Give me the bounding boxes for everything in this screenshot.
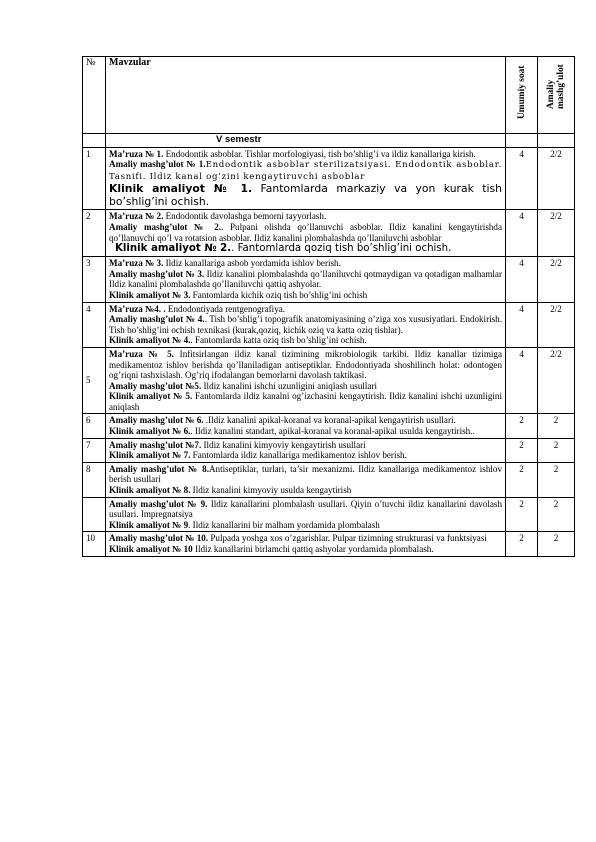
topic-line-text: . Tish bo’shlig’i topografik anatomiyasining o’ziga xos xususiyatlari. Endokirish. Tish bo’shlig’ini ochish texnikasi (kurak,qoziq, kichik oziq va katta oziq tishlar).	[109, 314, 502, 335]
topic-line-heading: Klinik amaliyot № 8.	[109, 485, 191, 496]
topic-line-text: Endodontik asboblar sterilizatsiyasi. Endodontik asboblar. Tasnifi. Ildiz kanal og’zini kengaytiruvchi asboblar	[109, 160, 502, 182]
topic-line-text: . Ildiz kanallarini bir malham yordamida plombalash	[188, 519, 380, 530]
topic-line-heading: Ma’ruza № 5.	[109, 348, 174, 359]
practical-column-header	[538, 57, 575, 134]
topic-line	[109, 520, 502, 531]
topic-line	[109, 243, 502, 255]
practical-hours-value: 2	[538, 414, 575, 438]
topic-line-text: Ildiz kanalini ishchi uzunligini aniqlash usullari	[201, 380, 378, 391]
topic-line-text: Ildiz kanalini plombalashda qo’llaniluvchi qotmaydigan va qotadigan malhamlar Ildiz kanalini plombalashda qo’llaniluvchi qattiq ashyolar.	[109, 268, 502, 290]
row-number: 8	[83, 462, 106, 497]
table-row	[83, 497, 575, 532]
table-row	[83, 532, 575, 556]
row-number	[83, 497, 106, 532]
topic-line-text: . Fantomlarda katta oziq tish bo’shlig’ini ochish.	[190, 335, 367, 346]
practical-hours-value: 2	[538, 462, 575, 497]
topic-line	[109, 415, 502, 426]
topic-line-heading: Amaliy mashg’ulot № 2.	[109, 221, 222, 232]
practical-hours-value: 2/2	[538, 210, 575, 257]
syllabus-table	[82, 56, 575, 557]
topic-line	[109, 314, 502, 335]
topic-line-heading: Klinik amaliyot № 7.	[109, 450, 191, 461]
topic-line-text: Antiseptiklar, turlari, ta’sir mexanizmi. Ildiz kanallariga medikamentoz ishlov berish usullari	[109, 463, 502, 485]
topic-line-text: Endodontik davolashga bemorni tayyorlash.	[163, 211, 327, 222]
topic-line	[109, 426, 502, 437]
semester-empty-cell	[506, 134, 538, 148]
row-topic	[106, 532, 506, 556]
total-hours-value: 2	[506, 497, 538, 532]
total-hours-value: 2	[506, 532, 538, 556]
topic-line	[109, 533, 502, 544]
number-column-header: №	[83, 57, 106, 134]
table-row	[83, 462, 575, 497]
topic-line-text: Ildiz kanalini kimyoviy kengaytirish usullari	[201, 439, 366, 450]
topic-line-text: Fantomlarda kichik oziq tish bo’shlig’ini ochish	[190, 289, 368, 300]
practical-hours-value: 2	[538, 532, 575, 556]
topic-line	[109, 269, 502, 290]
topic-line-text: Ildiz kanallarini plombalash usullari. Qiyin o’tuvchi ildiz kanallarini davolash usullari. Impregnatsiya	[109, 498, 502, 520]
topic-line-text: Ildiz kanallarini birlamchi qattiq ashyolar yordamida plombalash.	[192, 544, 434, 554]
row-number: 6	[83, 414, 106, 438]
topic-line	[109, 304, 502, 315]
table-row	[83, 438, 575, 462]
topic-line-heading: Amaliy mashg’ulot № 6.	[109, 415, 204, 426]
topic-line-text: Fantomlarda ildiz kanalni og’izchasini kengaytirish. Ildiz kanalini ishchi uzunligini aniqlash	[109, 391, 502, 412]
topic-line-text: . Ildiz kanalini standart, apikal-koranal va koranal-apikal usulda kengaytirish..	[190, 426, 475, 437]
practical-label: Amaliy mashg’ulot	[546, 64, 566, 109]
practical-hours-value: 2/2	[538, 147, 575, 210]
topic-line	[109, 258, 502, 269]
row-number: 5	[83, 347, 106, 414]
topic-line	[109, 544, 502, 555]
total-hours-value: 4	[506, 302, 538, 347]
practical-hours-value: 2/2	[538, 257, 575, 302]
topic-line	[109, 159, 502, 182]
topic-line-text: Infitsirlangan ildiz kanal tizimining mikrobiologik tarkibi. Ildiz kanallar tizimiga medikamentoz ishlov berishda qo’llaniladigan antiseptiklar. Endodontiyada shoshilinch holat: odontogen og’riqni tashxislash. Og’riq ifodalangan bemorlarni davolash taktikasi.	[109, 348, 503, 381]
row-number: 4	[83, 302, 106, 347]
topic-line-heading: Amaliy mashg’ulot №5.	[109, 380, 202, 391]
row-topic	[106, 414, 506, 438]
total-hours-value: 4	[506, 210, 538, 257]
row-topic	[106, 497, 506, 532]
total-hours-label: Umumiy soat	[516, 65, 527, 119]
topic-line-heading: Klinik amaliyot № 5.	[109, 391, 193, 402]
topic-line	[109, 391, 502, 412]
topic-line-heading: Klinik amaliyot № 4.	[109, 335, 191, 346]
topic-line-heading: Ma’ruza №4. .	[109, 303, 166, 314]
total-hours-value: 2	[506, 414, 538, 438]
row-topic	[106, 347, 506, 414]
row-topic	[106, 210, 506, 257]
table-row	[83, 414, 575, 438]
topic-line-heading: Klinik amaliyot № 1.	[109, 182, 253, 196]
topic-line-text: Pulpada yoshga xos o’zgarishlar. Pulpar tizimning strukturasi va funktsiyasi	[208, 533, 487, 544]
semester-empty-cell	[83, 134, 106, 148]
topic-line	[109, 349, 502, 381]
table-header-row	[83, 57, 575, 134]
row-topic	[106, 257, 506, 302]
practical-hours-value: 2/2	[538, 347, 575, 414]
topic-line	[109, 211, 502, 222]
topic-line-heading: Klinik amaliyot № 10	[109, 544, 193, 554]
topic-line	[109, 450, 502, 461]
topic-line-text: Endodontik asboblar. Tishlar morfologiyasi, tish bo’shlig’i va ildiz kanallariga kirish.	[163, 148, 476, 159]
topic-line-heading: Klinik amaliyot № 9	[109, 519, 189, 530]
topic-line-heading: Ma’ruza № 1.	[109, 148, 164, 159]
row-number: 10	[83, 532, 106, 556]
topic-line	[109, 499, 502, 520]
topic-line-text: . Pulpani olishda qo’llanuvchi asboblar. Ildiz kanalini kengaytirishda qo’llanuvchi qo’l va rotatsion asboblar. Ildiz kanalini plombalashda qo’llaniluvchi asboblar	[109, 221, 502, 243]
topic-line-text: Ildiz kanalini kimyoviy usulda kengaytirish	[190, 485, 352, 496]
topic-line-heading: Klinik amaliyot № 2.	[115, 243, 232, 255]
topic-line-heading: Amaliy mashg’ulot № 4.	[109, 314, 205, 325]
topic-line-heading: Amaliy mashg’ulot № 3.	[109, 268, 205, 279]
semester-title: V semestr	[106, 134, 506, 148]
table-row	[83, 147, 575, 210]
topic-line-heading: Ma’ruza № 3.	[109, 258, 164, 269]
topic-line-text: Ildiz kanallariga asbob yordamida ishlov berish.	[163, 258, 341, 269]
topic-line-heading: Amaliy mashg’ulot № 8.	[109, 463, 209, 474]
semester-empty-cell	[538, 134, 575, 148]
topic-line	[109, 222, 502, 243]
topic-line	[109, 485, 502, 496]
topic-line-text: Fantomlarda ildiz kanallariga medikamentoz ishlov berish.	[190, 450, 407, 461]
topic-line-heading: Amaliy mashg’ulot № 10.	[109, 533, 209, 544]
practical-hours-value: 2	[538, 497, 575, 532]
total-hours-value: 2	[506, 438, 538, 462]
practical-hours-value: 2/2	[538, 302, 575, 347]
table-row	[83, 302, 575, 347]
row-number: 3	[83, 257, 106, 302]
topic-line	[109, 440, 502, 451]
row-number: 2	[83, 210, 106, 257]
table-row	[83, 210, 575, 257]
practical-hours-value: 2	[538, 438, 575, 462]
row-topic	[106, 302, 506, 347]
topic-line	[109, 464, 502, 485]
row-topic	[106, 462, 506, 497]
topic-line	[109, 335, 502, 346]
total-hours-column-header	[506, 57, 538, 134]
topic-line-heading: Amaliy mashg’ulot №7.	[109, 439, 202, 450]
total-hours-value: 4	[506, 257, 538, 302]
table-row	[83, 347, 575, 414]
topic-line-text: .Ildiz kanalini apikal-koranal va koranal-apikal kengaytirish usullari.	[203, 415, 456, 426]
topic-line-text: . Fantomlarda qoziq tish bo’shlig’ini ochish.	[231, 243, 452, 255]
topic-line	[109, 381, 502, 392]
topic-line-text: Fantomlarda markaziy va yon kurak tish bo’shlig’ini ochish.	[109, 182, 502, 209]
topic-line-heading: Amaliy mashg’ulot № 9.	[109, 498, 208, 509]
topic-line-heading: Amaliy mashg’ulot № 1.	[109, 159, 206, 170]
row-number: 7	[83, 438, 106, 462]
row-topic	[106, 147, 506, 210]
topic-line-heading: Ma’ruza № 2.	[109, 211, 164, 222]
total-hours-value: 4	[506, 147, 538, 210]
topic-line	[109, 149, 502, 160]
topic-line-heading: Klinik amaliyot № 3.	[109, 289, 191, 300]
topic-line-text: Endodontiyada rentgenografiya.	[165, 303, 286, 314]
topics-column-header: Mavzular	[106, 57, 506, 134]
row-topic	[106, 438, 506, 462]
semester-row	[83, 134, 575, 148]
total-hours-value: 4	[506, 347, 538, 414]
total-hours-value: 2	[506, 462, 538, 497]
table-row	[83, 257, 575, 302]
topic-line	[109, 290, 502, 301]
topic-line	[109, 182, 502, 208]
topic-line-heading: Klinik amaliyot № 6.	[109, 426, 191, 437]
row-number: 1	[83, 147, 106, 210]
